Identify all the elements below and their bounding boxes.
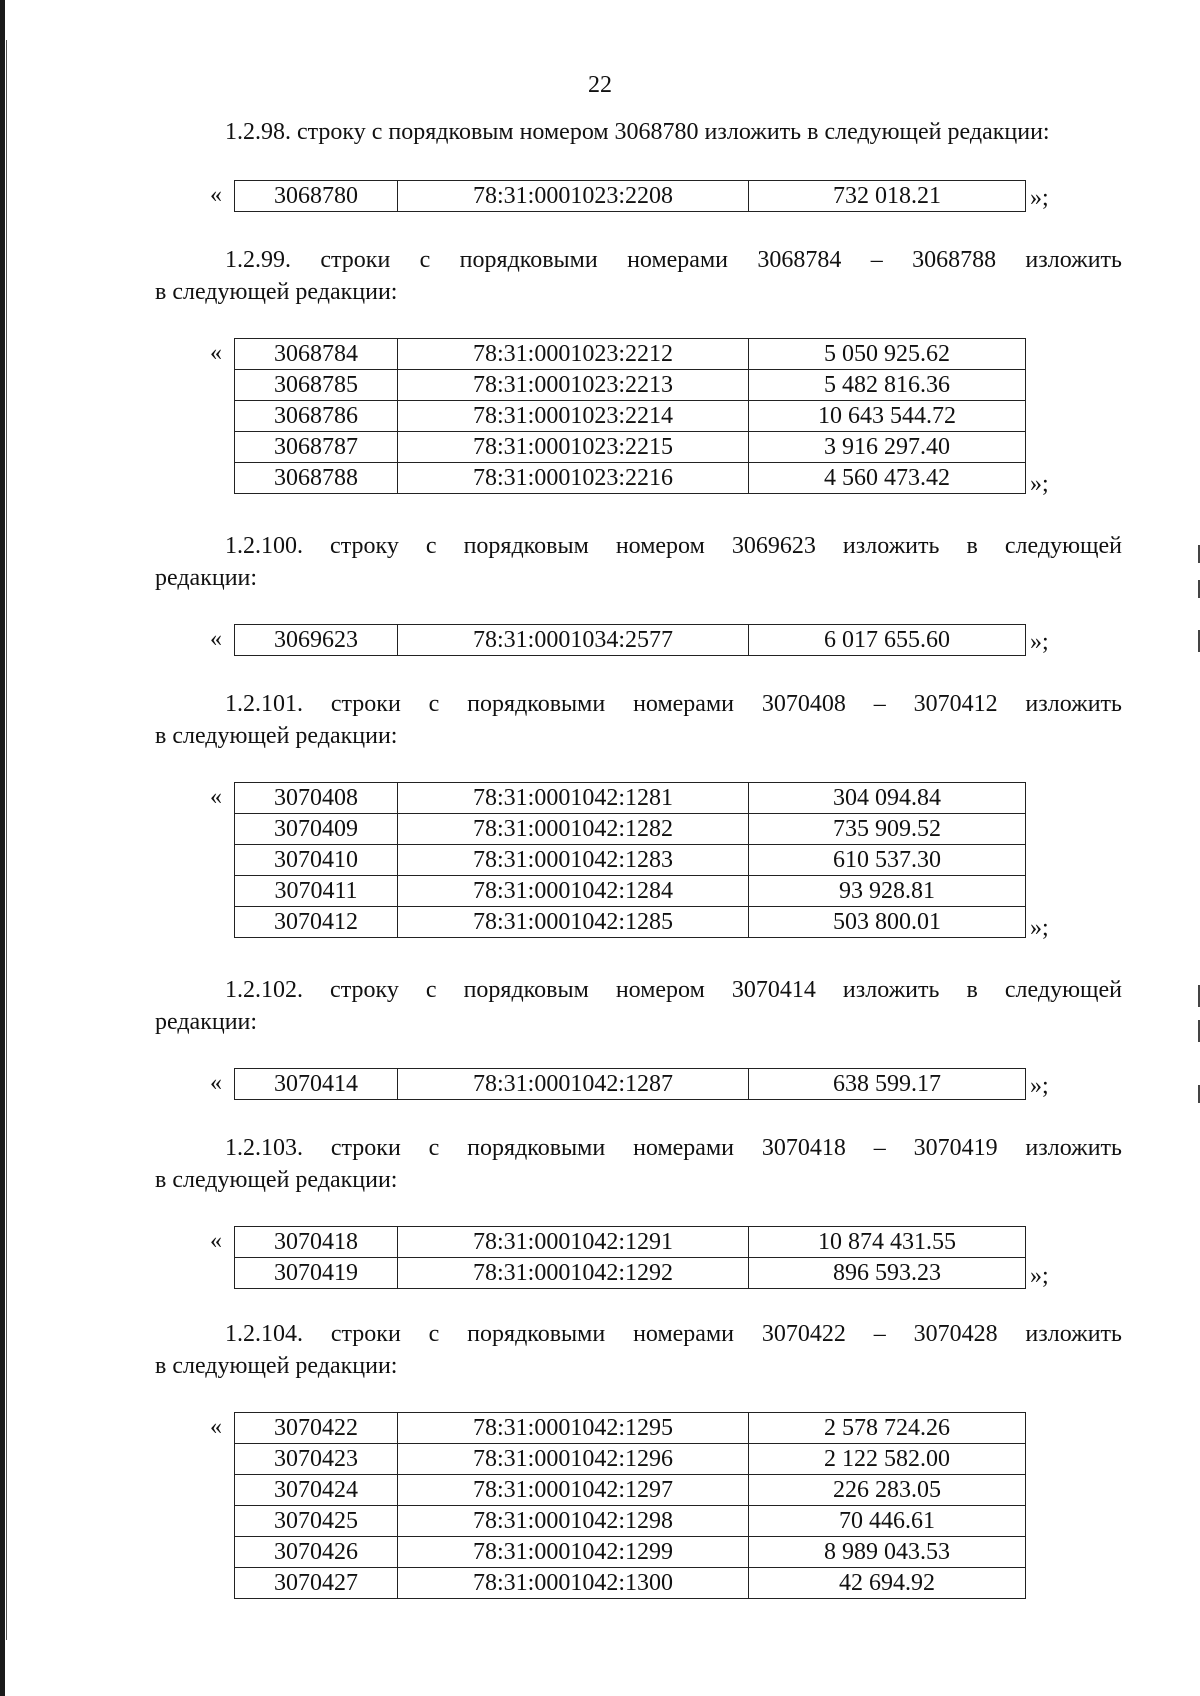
row-number-cell: 3070411 [235, 876, 398, 907]
row-number-cell: 3070425 [235, 1506, 398, 1537]
clause-paragraph [155, 688, 1122, 752]
clause-text-line: 1.2.98. строку с порядковым номером 3068780 изложить в следующей редакции: [225, 119, 1050, 145]
page-number: 22 [588, 72, 612, 98]
cadastral-number-cell: 78:31:0001042:1282 [398, 814, 749, 845]
row-number-cell: 3068787 [235, 432, 398, 463]
amendment-table [234, 1068, 1026, 1100]
cadastral-value-cell: 10 874 431.55 [749, 1227, 1026, 1258]
clause-text-line: 1.2.101. строки с порядковыми номерами 3070408 – 3070412 изложить [225, 691, 1122, 717]
quote-close-mark: »; [1030, 1073, 1049, 1099]
cadastral-number-cell: 78:31:0001042:1281 [398, 783, 749, 814]
cadastral-number-cell: 78:31:0001023:2212 [398, 339, 749, 370]
cadastral-number-cell: 78:31:0001042:1292 [398, 1258, 749, 1289]
table-row [235, 401, 1026, 432]
quote-open-mark: « [210, 626, 222, 652]
row-number-cell: 3070412 [235, 907, 398, 938]
quote-close-mark: »; [1030, 915, 1049, 941]
cadastral-value-cell: 304 094.84 [749, 783, 1026, 814]
cadastral-value-cell: 735 909.52 [749, 814, 1026, 845]
cadastral-number-cell: 78:31:0001042:1283 [398, 845, 749, 876]
row-number-cell: 3068784 [235, 339, 398, 370]
row-number-cell: 3070408 [235, 783, 398, 814]
table-row [235, 845, 1026, 876]
cadastral-number-cell: 78:31:0001042:1298 [398, 1506, 749, 1537]
cadastral-number-cell: 78:31:0001042:1299 [398, 1537, 749, 1568]
scan-left-edge-line [6, 40, 7, 1640]
clause-text-line: 1.2.99. строки с порядковыми номерами 3068784 – 3068788 изложить [225, 247, 1122, 273]
clause-paragraph [155, 116, 1122, 148]
clause-text-line: в следующей редакции: [155, 279, 398, 305]
clause-text-line: в следующей редакции: [155, 1353, 398, 1379]
row-number-cell: 3070409 [235, 814, 398, 845]
clause-paragraph [155, 1318, 1122, 1382]
amendment-table [234, 624, 1026, 656]
cadastral-value-cell: 6 017 655.60 [749, 625, 1026, 656]
table-row [235, 1069, 1026, 1100]
table-row [235, 1568, 1026, 1599]
clause-text-line: в следующей редакции: [155, 1167, 398, 1193]
amendment-table [234, 338, 1026, 494]
cadastral-value-cell: 4 560 473.42 [749, 463, 1026, 494]
quote-open-mark: « [210, 182, 222, 208]
row-number-cell: 3070422 [235, 1413, 398, 1444]
cadastral-value-cell: 226 283.05 [749, 1475, 1026, 1506]
row-number-cell: 3070414 [235, 1069, 398, 1100]
cadastral-number-cell: 78:31:0001023:2213 [398, 370, 749, 401]
table-row [235, 1413, 1026, 1444]
table-row [235, 783, 1026, 814]
row-number-cell: 3070424 [235, 1475, 398, 1506]
row-number-cell: 3068780 [235, 181, 398, 212]
cadastral-value-cell: 42 694.92 [749, 1568, 1026, 1599]
table-row [235, 1227, 1026, 1258]
cadastral-number-cell: 78:31:0001042:1296 [398, 1444, 749, 1475]
cadastral-number-cell: 78:31:0001042:1300 [398, 1568, 749, 1599]
clause-text-line: 1.2.103. строки с порядковыми номерами 3070418 – 3070419 изложить [225, 1135, 1122, 1161]
table-row [235, 370, 1026, 401]
clause-paragraph [155, 244, 1122, 308]
clause-text-line: 1.2.100. строку с порядковым номером 3069623 изложить в следующей [225, 533, 1122, 559]
quote-open-mark: « [210, 1414, 222, 1440]
cadastral-value-cell: 610 537.30 [749, 845, 1026, 876]
table-row [235, 181, 1026, 212]
table-row [235, 1506, 1026, 1537]
table-row [235, 876, 1026, 907]
clause-text-line: 1.2.104. строки с порядковыми номерами 3070422 – 3070428 изложить [225, 1321, 1122, 1347]
quote-open-mark: « [210, 784, 222, 810]
amendment-table [234, 1412, 1026, 1599]
quote-close-mark: »; [1030, 471, 1049, 497]
table-row [235, 1258, 1026, 1289]
cadastral-value-cell: 8 989 043.53 [749, 1537, 1026, 1568]
amendment-table [234, 1226, 1026, 1289]
cadastral-number-cell: 78:31:0001042:1284 [398, 876, 749, 907]
cadastral-number-cell: 78:31:0001042:1285 [398, 907, 749, 938]
cadastral-value-cell: 503 800.01 [749, 907, 1026, 938]
cadastral-number-cell: 78:31:0001042:1297 [398, 1475, 749, 1506]
table-row [235, 1537, 1026, 1568]
cadastral-value-cell: 70 446.61 [749, 1506, 1026, 1537]
cadastral-value-cell: 2 122 582.00 [749, 1444, 1026, 1475]
table-row [235, 625, 1026, 656]
cadastral-number-cell: 78:31:0001034:2577 [398, 625, 749, 656]
cadastral-number-cell: 78:31:0001042:1287 [398, 1069, 749, 1100]
cadastral-value-cell: 732 018.21 [749, 181, 1026, 212]
clause-text-line: 1.2.102. строку с порядковым номером 3070414 изложить в следующей [225, 977, 1122, 1003]
clause-paragraph [155, 974, 1122, 1038]
cadastral-number-cell: 78:31:0001023:2215 [398, 432, 749, 463]
quote-open-mark: « [210, 1070, 222, 1096]
table-row [235, 432, 1026, 463]
cadastral-value-cell: 5 482 816.36 [749, 370, 1026, 401]
clause-paragraph [155, 1132, 1122, 1196]
quote-open-mark: « [210, 340, 222, 366]
amendment-table [234, 782, 1026, 938]
cadastral-number-cell: 78:31:0001042:1291 [398, 1227, 749, 1258]
scan-left-edge [0, 0, 5, 1696]
table-row [235, 814, 1026, 845]
quote-close-mark: »; [1030, 629, 1049, 655]
quote-close-mark: »; [1030, 1263, 1049, 1289]
row-number-cell: 3069623 [235, 625, 398, 656]
table-row [235, 339, 1026, 370]
quote-close-mark: »; [1030, 185, 1049, 211]
cadastral-value-cell: 3 916 297.40 [749, 432, 1026, 463]
table-row [235, 1475, 1026, 1506]
cadastral-value-cell: 2 578 724.26 [749, 1413, 1026, 1444]
quote-open-mark: « [210, 1228, 222, 1254]
clause-paragraph [155, 530, 1122, 594]
row-number-cell: 3070427 [235, 1568, 398, 1599]
row-number-cell: 3070410 [235, 845, 398, 876]
row-number-cell: 3068785 [235, 370, 398, 401]
cadastral-value-cell: 638 599.17 [749, 1069, 1026, 1100]
cadastral-number-cell: 78:31:0001023:2208 [398, 181, 749, 212]
row-number-cell: 3068788 [235, 463, 398, 494]
table-row [235, 907, 1026, 938]
clause-text-line: редакции: [155, 1009, 258, 1035]
cadastral-number-cell: 78:31:0001023:2214 [398, 401, 749, 432]
row-number-cell: 3070419 [235, 1258, 398, 1289]
row-number-cell: 3070423 [235, 1444, 398, 1475]
clause-text-line: в следующей редакции: [155, 723, 398, 749]
cadastral-number-cell: 78:31:0001023:2216 [398, 463, 749, 494]
table-row [235, 463, 1026, 494]
row-number-cell: 3070426 [235, 1537, 398, 1568]
cadastral-value-cell: 5 050 925.62 [749, 339, 1026, 370]
row-number-cell: 3070418 [235, 1227, 398, 1258]
table-row [235, 1444, 1026, 1475]
cadastral-value-cell: 93 928.81 [749, 876, 1026, 907]
clause-text-line: редакции: [155, 565, 258, 591]
row-number-cell: 3068786 [235, 401, 398, 432]
cadastral-value-cell: 10 643 544.72 [749, 401, 1026, 432]
cadastral-value-cell: 896 593.23 [749, 1258, 1026, 1289]
cadastral-number-cell: 78:31:0001042:1295 [398, 1413, 749, 1444]
amendment-table [234, 180, 1026, 212]
